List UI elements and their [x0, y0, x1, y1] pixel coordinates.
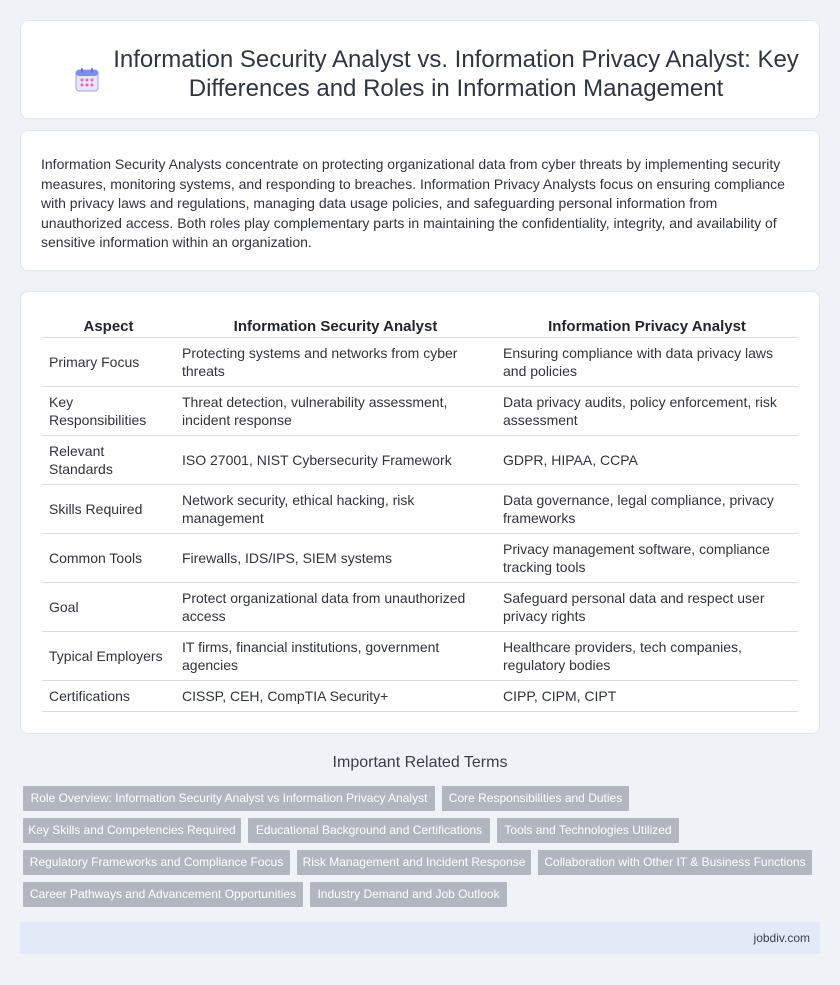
table-cell-aspect: Key Responsibilities [42, 386, 175, 435]
table-row [42, 680, 798, 711]
table-row [42, 582, 798, 631]
table-row [42, 631, 798, 680]
comparison-table [42, 314, 798, 712]
related-terms-heading: Important Related Terms [332, 754, 508, 771]
related-term-tag[interactable]: Regulatory Frameworks and Compliance Focus [23, 850, 290, 875]
table-row [42, 386, 798, 435]
table-cell-security: CISSP, CEH, CompTIA Security+ [175, 680, 496, 711]
table-row [42, 435, 798, 484]
table-row [42, 484, 798, 533]
table-cell-security: Threat detection, vulnerability assessment, incident response [175, 386, 496, 435]
table-cell-security: Network security, ethical hacking, risk management [175, 484, 496, 533]
table-cell-aspect: Primary Focus [42, 337, 175, 386]
table-row [42, 533, 798, 582]
comparison-table-card [20, 291, 820, 734]
table-cell-privacy: Safeguard personal data and respect user privacy rights [496, 582, 798, 631]
table-cell-security: Protecting systems and networks from cyber threats [175, 337, 496, 386]
table-cell-aspect: Typical Employers [42, 631, 175, 680]
table-row [42, 337, 798, 386]
table-cell-aspect: Goal [42, 582, 175, 631]
table-cell-aspect: Common Tools [42, 533, 175, 582]
table-cell-privacy: Privacy management software, compliance tracking tools [496, 533, 798, 582]
table-cell-aspect: Certifications [42, 680, 175, 711]
table-cell-privacy: Data privacy audits, policy enforcement, risk assessment [496, 386, 798, 435]
page-title: Information Security Analyst vs. Information Privacy Analyst: Key Differences and Roles in Information Management [113, 46, 799, 102]
related-term-tag[interactable]: Career Pathways and Advancement Opportunities [23, 882, 303, 907]
column-header-aspect: Aspect [42, 314, 175, 337]
title-card [20, 20, 820, 119]
calendar-icon [74, 67, 100, 93]
table-cell-privacy: Healthcare providers, tech companies, regulatory bodies [496, 631, 798, 680]
related-term-tag[interactable]: Tools and Technologies Utilized [497, 818, 679, 843]
column-header-privacy: Information Privacy Analyst [496, 314, 798, 337]
intro-paragraph: Information Security Analysts concentrate on protecting organizational data from cyber threats by implementing security measures, monitoring systems, and responding to breaches. Information Privacy Analysts focus on ensuring compliance with privacy laws and regulations, managing data usage policies, and safeguarding personal information from unauthorized access. Both roles play complementary parts in maintaining the confidentiality, integrity, and availability of sensitive information within an organization. [41, 156, 785, 250]
footer-bar [20, 922, 820, 954]
table-header-row [42, 314, 798, 337]
related-term-tag[interactable]: Collaboration with Other IT & Business Functions [538, 850, 812, 875]
table-cell-privacy: Data governance, legal compliance, privacy frameworks [496, 484, 798, 533]
related-term-tag[interactable]: Risk Management and Incident Response [297, 850, 531, 875]
footer-site-link[interactable]: jobdiv.com [753, 931, 810, 945]
related-term-tag[interactable]: Key Skills and Competencies Required [23, 818, 241, 843]
related-term-tag[interactable]: Role Overview: Information Security Analyst vs Information Privacy Analyst [23, 786, 435, 811]
table-cell-privacy: Ensuring compliance with data privacy laws and policies [496, 337, 798, 386]
table-cell-privacy: CIPP, CIPM, CIPT [496, 680, 798, 711]
table-cell-aspect: Skills Required [42, 484, 175, 533]
table-cell-aspect: Relevant Standards [42, 435, 175, 484]
related-term-tag[interactable]: Educational Background and Certifications [248, 818, 490, 843]
intro-card [20, 130, 820, 271]
table-cell-privacy: GDPR, HIPAA, CCPA [496, 435, 798, 484]
table-cell-security: ISO 27001, NIST Cybersecurity Framework [175, 435, 496, 484]
table-cell-security: IT firms, financial institutions, government agencies [175, 631, 496, 680]
related-term-tag[interactable]: Industry Demand and Job Outlook [310, 882, 507, 907]
column-header-security: Information Security Analyst [175, 314, 496, 337]
related-term-tag[interactable]: Core Responsibilities and Duties [442, 786, 629, 811]
table-cell-security: Protect organizational data from unauthorized access [175, 582, 496, 631]
table-cell-security: Firewalls, IDS/IPS, SIEM systems [175, 533, 496, 582]
